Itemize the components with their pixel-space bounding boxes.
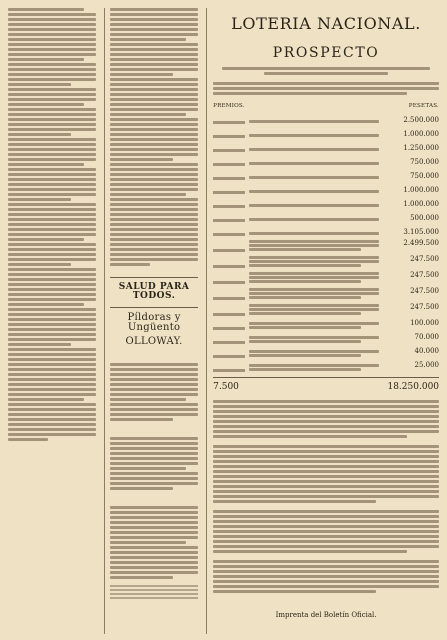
advertisement-block — [110, 352, 198, 599]
olloway-heading: OLLOWAY. — [125, 335, 183, 347]
prize-row: 100.000 — [213, 319, 439, 330]
prize-row: 70.000 — [213, 333, 439, 344]
lottery-intro — [213, 82, 439, 95]
prize-row: 247.500 — [213, 271, 439, 284]
prize-row: 1.000.000 — [213, 127, 439, 138]
prize-row: 40.000 — [213, 347, 439, 358]
lottery-subheading — [213, 67, 439, 75]
prize-row: 1.000.000 — [213, 197, 439, 208]
prize-total-row — [213, 382, 439, 392]
body-paragraph — [213, 560, 439, 593]
printer-line: Imprenta del Boletín Oficial. — [275, 611, 377, 619]
prize-row: 2.500.000 — [213, 113, 439, 124]
left-column-text-block — [8, 8, 96, 441]
body-paragraph — [213, 400, 439, 438]
prize-row: 3.105.000 — [213, 225, 439, 236]
prize-row: 247.500 — [213, 287, 439, 300]
prize-row: 750.000 — [213, 155, 439, 166]
prize-row: 1.000.000 — [213, 183, 439, 194]
prize-header-right: PESETAS. — [408, 103, 440, 109]
body-paragraph — [213, 510, 439, 553]
middle-column-text-top — [110, 8, 198, 266]
health-heading-rule — [110, 307, 198, 308]
prize-table — [213, 113, 439, 372]
lottery-title: LOTERIA NACIONAL. — [231, 14, 421, 33]
middle-section-divider — [110, 277, 198, 278]
page-columns — [8, 8, 439, 634]
prize-row: 247.500 — [213, 255, 439, 268]
total-left-value: 7.500 — [213, 382, 239, 392]
middle-text-column — [104, 8, 198, 634]
prize-row: 750.000 — [213, 169, 439, 180]
left-text-column — [8, 8, 96, 634]
body-paragraph — [213, 445, 439, 503]
prize-table-header — [213, 103, 439, 109]
total-right-value: 18.250.000 — [387, 382, 440, 392]
pills-heading: Píldoras y Ungüento — [127, 311, 181, 334]
prize-row: 2.499.500 — [213, 239, 439, 252]
total-divider — [213, 377, 439, 378]
main-lottery-column — [206, 8, 439, 634]
prize-header-left: PREMIOS. — [213, 103, 245, 109]
prize-row: 247.500 — [213, 303, 439, 316]
prospect-title: PROSPECTO — [272, 45, 380, 61]
prize-row: 500.000 — [213, 211, 439, 222]
prize-row: 25.000 — [213, 361, 439, 372]
prize-row: 1.250.000 — [213, 141, 439, 152]
health-heading: SALUD PARA TODOS. — [118, 282, 190, 302]
